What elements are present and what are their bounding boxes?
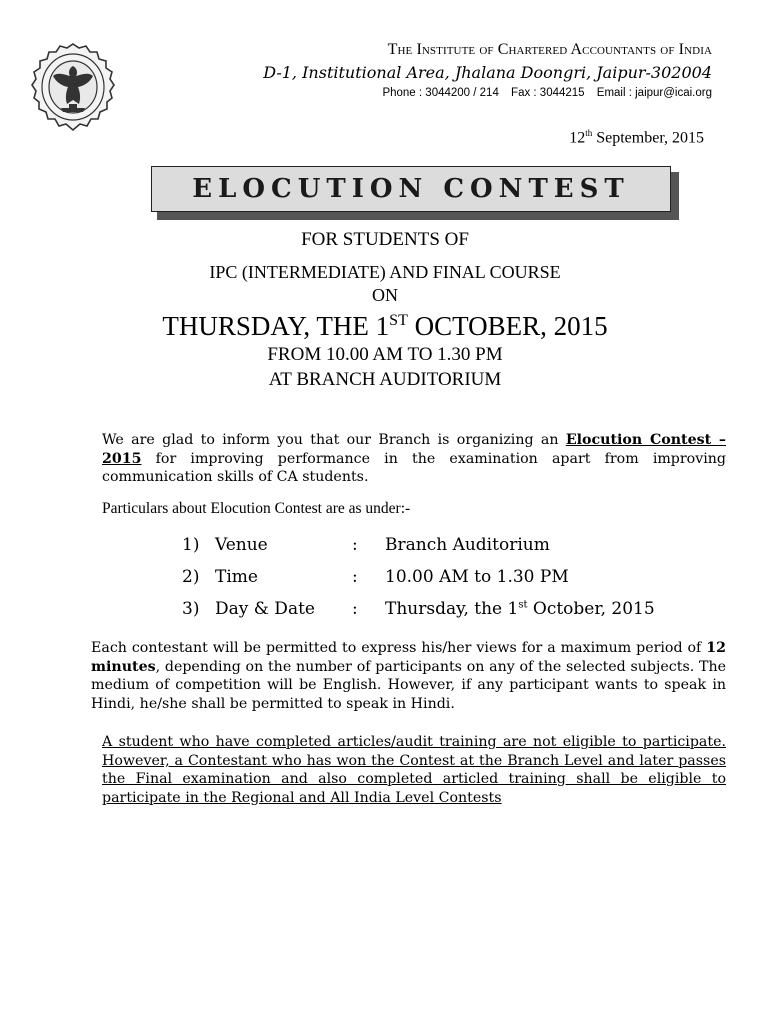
- intro-emphasis: Elocution Contest – 2015: [102, 432, 727, 467]
- rules-paragraph: Each contestant will be permitted to express his/her views for a maximum period of 12 minutes, depending on the number of participants on any of the selected subjects. The medium of competition will be English. However, if any participant wants to speak in Hindi, he/she shall be permitted to speak in Hindi.: [91, 640, 726, 712]
- title-box: [151, 166, 671, 212]
- org-contact: [382, 87, 712, 99]
- announcement-line-2: IPC (INTERMEDIATE) AND FINAL COURSE: [209, 262, 561, 282]
- org-name: The Institute of Chartered Accountants of India: [387, 41, 712, 58]
- event-venue: AT BRANCH AUDITORIUM: [268, 369, 502, 390]
- phone-text: Phone : 3044200 / 214: [382, 87, 499, 99]
- eligibility-paragraph: A student who have completed articles/audit training are not eligible to participate. However, a Contestant who has won the Contest at the Branch Level and later passes the Final examination and also completed articled training shall be eligible to participate in the Regional and All India Level Contests: [102, 734, 726, 806]
- letter-date: 12th September, 2015: [569, 128, 704, 147]
- email-text: Email : jaipur@icai.org: [596, 87, 712, 99]
- rules-emphasis: 12 minutes: [91, 640, 726, 675]
- announcement-line-3: ON: [372, 285, 398, 305]
- intro-paragraph: We are glad to inform you that our Branch is organizing an Elocution Contest – 2015 for improving performance in the examination apart from improving communication skills of CA students.: [102, 432, 727, 485]
- icai-logo: [31, 42, 115, 134]
- particulars-intro: Particulars about Elocution Contest are as under:-: [102, 500, 411, 517]
- org-address: D-1, Institutional Area, Jhalana Doongri, Jaipur-302004: [263, 63, 712, 82]
- event-time: FROM 10.00 AM TO 1.30 PM: [267, 344, 503, 365]
- contest-title: ELOCUTION CONTEST: [192, 174, 630, 204]
- announcement-line-1: FOR STUDENTS OF: [301, 229, 469, 250]
- fax-text: Fax : 3044215: [511, 87, 585, 99]
- event-date-heading: THURSDAY, THE 1ST OCTOBER, 2015: [162, 311, 608, 341]
